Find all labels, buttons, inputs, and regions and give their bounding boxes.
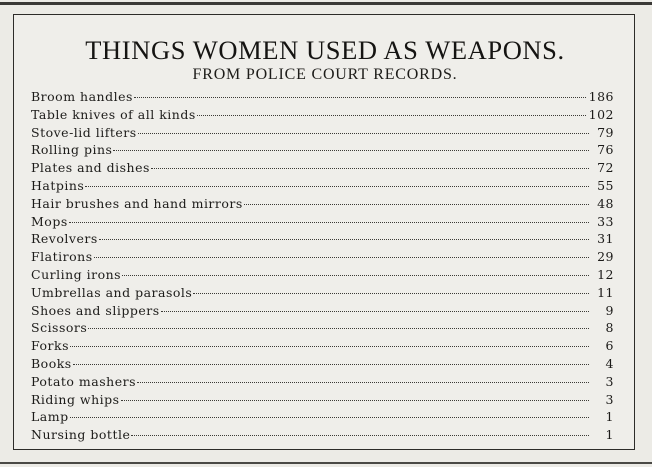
bottom-rule [0, 462, 652, 464]
dot-leader [99, 239, 589, 240]
list-item [31, 106, 614, 124]
dot-leader [193, 293, 589, 294]
item-label: Flatirons [31, 249, 93, 265]
list-item [31, 319, 614, 337]
list-item [31, 195, 614, 213]
dot-leader [197, 115, 586, 116]
item-count: 186 [588, 89, 614, 104]
list-item [31, 248, 614, 266]
dot-leader [113, 150, 589, 151]
item-label: Shoes and slippers [31, 302, 160, 318]
dot-leader [134, 97, 586, 98]
item-label: Books [31, 355, 72, 371]
item-count: 12 [597, 266, 614, 282]
list-item [31, 88, 614, 106]
list-item [31, 230, 614, 248]
list-item [31, 337, 614, 355]
list-item [31, 124, 614, 142]
dot-leader [137, 382, 589, 383]
item-label: Hair brushes and hand mirrors [31, 195, 243, 211]
list-item [31, 141, 614, 159]
list-item [31, 213, 614, 231]
item-count: 31 [597, 231, 614, 247]
table-title: THINGS WOMEN USED AS WEAPONS. [85, 35, 565, 65]
item-label: Lamp [31, 409, 69, 425]
list-item [31, 408, 614, 426]
dot-leader [151, 168, 589, 169]
item-count: 76 [597, 142, 614, 158]
table-subtitle: FROM POLICE COURT RECORDS. [192, 66, 458, 83]
dot-leader [73, 364, 589, 365]
dot-leader [85, 186, 589, 187]
top-rule [0, 2, 652, 5]
item-count: 3 [605, 373, 614, 389]
item-label: Nursing bottle [31, 427, 131, 443]
item-label: Rolling pins [31, 142, 113, 158]
item-label: Forks [31, 338, 69, 354]
dot-leader [161, 311, 589, 312]
item-label: Mops [31, 213, 68, 229]
item-label: Revolvers [31, 231, 98, 247]
item-label: Riding whips [31, 391, 120, 407]
list-item [31, 159, 614, 177]
item-count: 33 [597, 213, 614, 229]
item-count: 11 [597, 284, 614, 300]
list-item [31, 177, 614, 195]
item-count: 1 [605, 427, 614, 443]
item-count: 1 [605, 409, 614, 425]
item-count: 6 [605, 338, 614, 354]
item-label: Umbrellas and parasols [31, 284, 193, 300]
list-item [31, 373, 614, 391]
list-item [31, 355, 614, 373]
item-count: 102 [588, 106, 614, 122]
dot-leader [131, 435, 589, 436]
item-label: Scissors [31, 320, 88, 336]
item-count: 48 [597, 195, 614, 211]
dot-leader [70, 417, 589, 418]
item-label: Potato mashers [31, 373, 136, 389]
dot-leader [244, 204, 589, 205]
dot-leader [122, 275, 589, 276]
dot-leader [70, 346, 589, 347]
item-count: 4 [605, 355, 614, 371]
list-item [31, 391, 614, 409]
list-item [31, 302, 614, 320]
item-count: 55 [597, 177, 614, 193]
item-count: 8 [605, 320, 614, 336]
item-count: 79 [597, 124, 614, 140]
dot-leader [94, 257, 589, 258]
item-label: Stove-lid lifters [31, 124, 137, 140]
list-item [31, 284, 614, 302]
list-item [31, 266, 614, 284]
item-count: 29 [597, 249, 614, 265]
dot-leader [121, 400, 589, 401]
item-label: Broom handles [31, 89, 133, 104]
item-count: 9 [605, 302, 614, 318]
weapons-table-box [13, 14, 635, 450]
item-label: Plates and dishes [31, 160, 150, 176]
item-count: 3 [605, 391, 614, 407]
item-label: Hatpins [31, 177, 85, 193]
item-count: 72 [597, 160, 614, 176]
weapons-list [31, 88, 614, 444]
list-item [31, 426, 614, 444]
item-label: Table knives of all kinds [31, 106, 196, 122]
dot-leader [138, 133, 589, 134]
dot-leader [69, 222, 589, 223]
dot-leader [88, 328, 589, 329]
item-label: Curling irons [31, 266, 122, 282]
